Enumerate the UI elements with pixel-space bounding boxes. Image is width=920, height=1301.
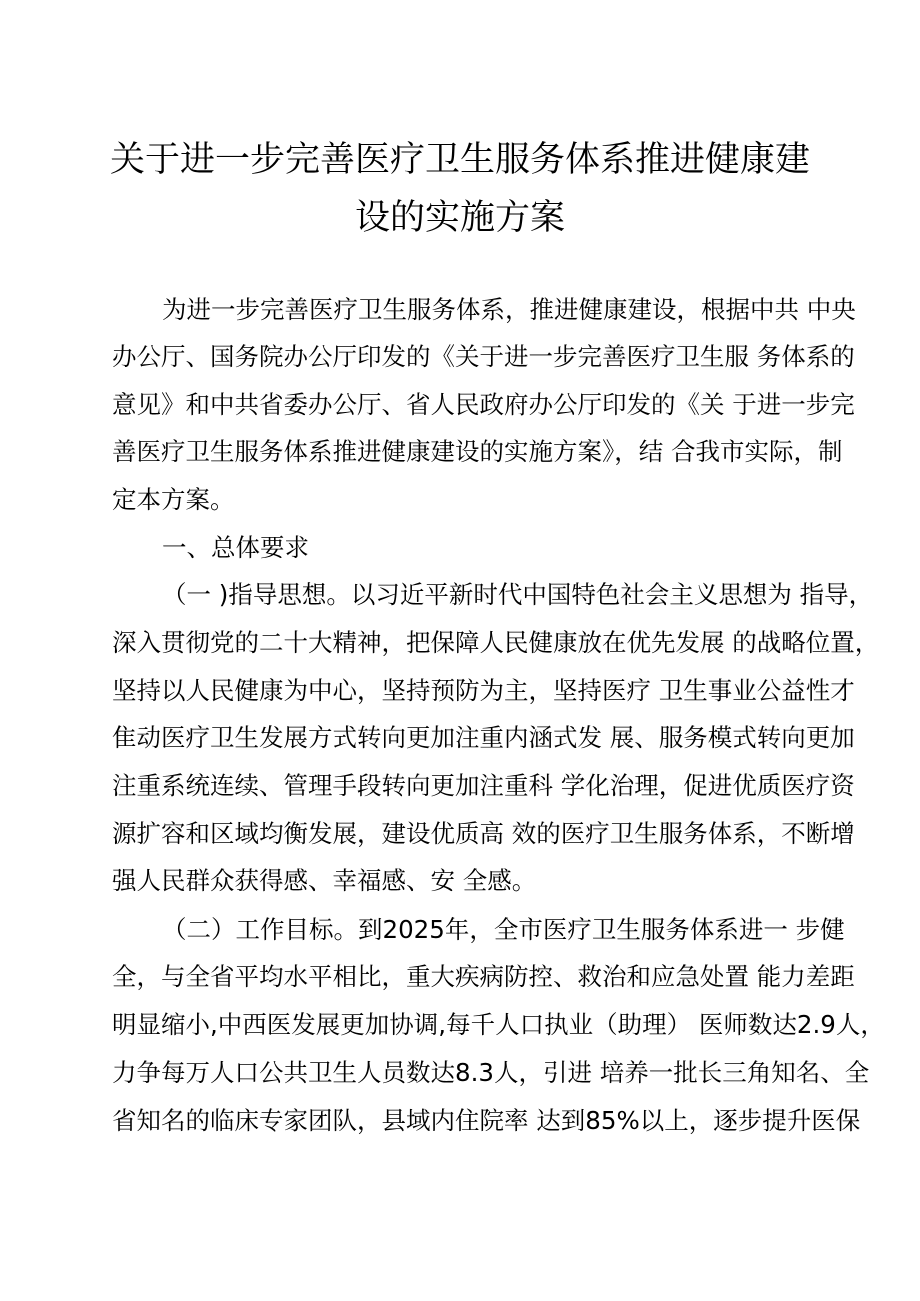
paragraph-line: 意见》和中共省委办公厅、省人民政府办公厅印发的《关 于进一步完 (112, 390, 855, 419)
section-heading: 一、总体要求 (162, 533, 309, 562)
paragraph-line: 善医疗卫生服务体系推进健康建设的实施方案》，结 合我市实际，制 (112, 437, 843, 466)
paragraph-line: （二）工作目标。到2025年，全市医疗卫生服务体系进一 步健 (162, 915, 845, 944)
paragraph-line: 定本方案。 (112, 485, 235, 514)
paragraph-line: 明显缩小,中西医发展更加协调,每千人口执业（助理） 医师数达2.9人， (112, 1010, 885, 1039)
title-line-2: 设的实施方案 (354, 198, 565, 238)
paragraph-line: 坚持以人民健康为中心，坚持预防为主，坚持医疗 卫生事业公益性才 (112, 676, 855, 705)
paragraph-line: 办公厅、国务院办公厅印发的《关于进一步完善医疗卫生服 务体系的 (112, 342, 855, 371)
paragraph-line: 隹动医疗卫生发展方式转向更加注重内涵式发 展、服务模式转向更加 (112, 723, 855, 752)
paragraph-line: 强人民群众获得感、幸福感、安 全感。 (112, 866, 537, 895)
paragraph-line: 力争每万人口公共卫生人员数达8.3人，引进 培养一批长三角知名、全 (112, 1058, 870, 1087)
paragraph-line: 注重系统连续、管理手段转向更加注重科 学化治理，促进优质医疗资 (112, 771, 855, 800)
paragraph-line: 全，与全省平均水平相比，重大疾病防控、救治和应急处置 能力差距 (112, 962, 855, 991)
paragraph-line: 源扩容和区域均衡发展，建设优质高 效的医疗卫生服务体系，不断增 (112, 819, 855, 848)
paragraph-line: 为进一步完善医疗卫生服务体系，推进健康建设，根据中共 中央 (162, 295, 856, 324)
document-title (110, 131, 810, 247)
title-line-1: 关于进一步完善医疗卫生服务体系推进健康建 (110, 140, 811, 180)
paragraph-line: 省知名的临床专家团队，县域内住院率 达到85%以上，逐步提升医保 (112, 1106, 861, 1135)
paragraph-line: （一 )指导思想。以习近平新时代中国特色社会主义思想为 指导， (162, 580, 874, 609)
paragraph-line: 深入贯彻党的二十大精神，把保障人民健康放在优先发展 的战略位置， (112, 628, 880, 657)
